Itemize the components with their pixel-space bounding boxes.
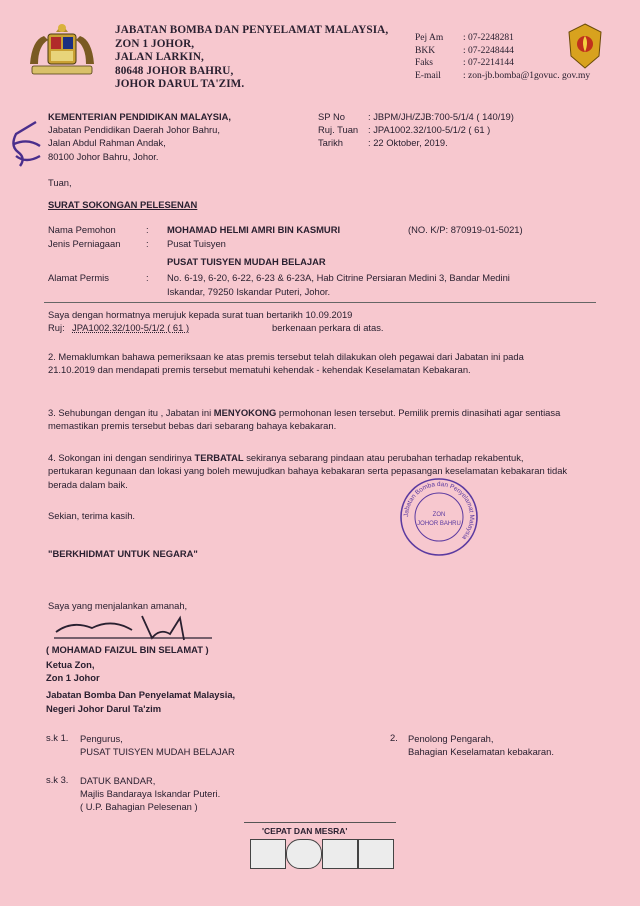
- paragraph-3-text: permohonan lesen tersebut. Pemilik premis dinasihati agar sentiasa memastikan premis tersebut bebas dari sebarang bahaya kebakaran.: [48, 407, 561, 432]
- cc-line: Majlis Bandaraya Iskandar Puteri.: [80, 788, 221, 800]
- field-colon: :: [146, 224, 149, 235]
- field-colon: :: [146, 238, 149, 249]
- official-stamp: [398, 476, 480, 558]
- cc-label: s.k 1.: [46, 732, 69, 743]
- certification-badge: [322, 839, 358, 869]
- divider: [44, 302, 596, 303]
- field-label-alamat: Alamat Permis: [48, 272, 109, 283]
- contact-label: BKK: [415, 45, 436, 56]
- header-line: JOHOR DARUL TA'ZIM.: [115, 78, 245, 91]
- handwritten-mark: [6, 116, 52, 176]
- paragraph-4-text: 4. Sokongan ini dengan sendirinya: [48, 452, 195, 463]
- field-label-nama: Nama Pemohon: [48, 224, 116, 235]
- cc-line: DATUK BANDAR,: [80, 775, 156, 786]
- paragraph-4-text: sekiranya sebarang pindaan atau perubahan terhadap rekabentuk, pertukaran kegunaan dan lokasi yang boleh mewujudkan bahaya kebakaran serta pepasangan keselamatan kebakaran tidak berada dalam baik.: [48, 452, 568, 490]
- paragraph-1-line: Saya dengan hormatnya merujuk kepada surat tuan bertarikh 10.09.2019: [48, 309, 353, 320]
- business-type: Pusat Tuisyen: [167, 238, 226, 249]
- cc-line: ( U.P. Bahagian Pelesenan ): [80, 801, 198, 813]
- field-colon: :: [146, 272, 149, 283]
- field-label-jenis: Jenis Perniagaan: [48, 238, 121, 249]
- certification-badge: [286, 839, 322, 869]
- contact-value: : 07-2214144: [463, 58, 514, 68]
- paragraph-1-end: berkenaan perkara di atas.: [272, 322, 384, 333]
- ref-prefix: Ruj:: [48, 322, 65, 333]
- stamp-ring-text: Jabatan Bomba dan Penyelamat Malaysia: [402, 480, 476, 541]
- recipient-line: 80100 Johor Bahru, Johor.: [48, 150, 159, 162]
- recipient-line: KEMENTERIAN PENDIDIKAN MALAYSIA,: [48, 111, 231, 122]
- contact-label: E-mail: [415, 70, 441, 81]
- paragraph-3-text: 3. Sehubungan dengan itu , Jabatan ini: [48, 407, 214, 418]
- salutation: Tuan,: [48, 177, 72, 188]
- header-line: JALAN LARKIN,: [115, 51, 204, 64]
- recipient-line: Jalan Abdul Rahman Andak,: [48, 137, 166, 149]
- contact-block: [415, 32, 590, 82]
- signatory-line: Zon 1 Johor: [46, 672, 100, 684]
- ref-label: Tarikh: [318, 137, 344, 149]
- ref-value: : 22 Oktober, 2019.: [368, 137, 448, 149]
- header-line: 80648 JOHOR BAHRU,: [115, 64, 234, 77]
- recipient-address: [48, 110, 288, 163]
- ref-value: : JBPM/JH/ZJB:700-5/1/4 ( 140/19): [368, 111, 514, 122]
- cc-line: Penolong Pengarah,: [408, 733, 494, 744]
- stamp-center-text: JOHOR BAHRU: [417, 521, 461, 527]
- ref-value-inline: JPA1002.32/100-5/1/2 ( 61 ): [72, 322, 190, 333]
- coat-of-arms-logo: [22, 20, 102, 78]
- signatory-title: [46, 658, 306, 715]
- contact-value: : 07-2248281: [463, 33, 514, 43]
- stamp-center-text: ZON: [432, 512, 446, 518]
- paragraph-2: 2. Memaklumkan bahawa pemeriksaan ke atas premis tersebut telah dilakukan oleh pegawai dari Jabatan ini pada 21.10.2019 dan mendapati premis tersebut mematuhi kehendak - kehendak Keselamatan Kebakaran.: [48, 351, 524, 376]
- footer-divider: [244, 822, 396, 823]
- recipient-line: Jabatan Pendidikan Daerah Johor Bahru,: [48, 124, 220, 136]
- bomba-logo: [565, 22, 605, 70]
- department-header: [115, 24, 388, 92]
- premise-address-line: Iskandar, 79250 Iskandar Puteri, Johor.: [167, 286, 331, 297]
- header-line: JABATAN BOMBA DAN PENYELAMAT MALAYSIA,: [115, 24, 389, 36]
- cc-recipient-3: [80, 774, 220, 814]
- premise-address-line: No. 6-19, 6-20, 6-22, 6-23 & 6-23A, Hab Citrine Persiaran Medini 3, Bandar Medini: [167, 272, 510, 283]
- certification-badge: [250, 839, 286, 869]
- ic-number: (NO. K/P: 870919-01-5021): [408, 224, 523, 235]
- footer-motto: 'CEPAT DAN MESRA': [262, 826, 348, 836]
- closing-text: Sekian, terima kasih.: [48, 510, 136, 521]
- certification-badge: [358, 839, 394, 869]
- ref-label: SP No: [318, 111, 345, 122]
- business-name: PUSAT TUISYEN MUDAH BELAJAR: [167, 256, 326, 267]
- paragraph-4: [48, 451, 568, 491]
- contact-value: : zon-jb.bomba@1govuc. gov.my: [463, 70, 591, 81]
- cc-label: s.k 3.: [46, 774, 69, 785]
- signatory-line: Ketua Zon,: [46, 659, 95, 670]
- cc-recipient-1: [80, 732, 235, 758]
- header-line: ZON 1 JOHOR,: [115, 37, 195, 50]
- contact-label: Faks: [415, 58, 433, 68]
- signature-intro: Saya yang menjalankan amanah,: [48, 600, 188, 611]
- signatory-name: ( MOHAMAD FAIZUL BIN SELAMAT ): [46, 644, 209, 655]
- cc-label: 2.: [390, 732, 398, 743]
- cc-recipient-2: [408, 732, 554, 758]
- reference-block: [318, 110, 588, 150]
- motto: "BERKHIDMAT UNTUK NEGARA": [48, 548, 198, 559]
- void-keyword: TERBATAL: [194, 452, 244, 463]
- applicant-name: MOHAMAD HELMI AMRI BIN KASMURI: [167, 224, 341, 235]
- ref-label: Ruj. Tuan: [318, 124, 359, 136]
- contact-label: Pej Am: [415, 33, 444, 43]
- signatory-line: Negeri Johor Darul Ta'zim: [46, 702, 162, 714]
- handwritten-signature: [52, 610, 222, 646]
- subject-heading: SURAT SOKONGAN PELESENAN: [48, 199, 198, 210]
- ref-value: : JPA1002.32/100-5/1/2 ( 61 ): [368, 124, 491, 136]
- support-keyword: MENYOKONG: [213, 407, 277, 418]
- cc-line: Pengurus,: [80, 733, 123, 744]
- cc-line: PUSAT TUISYEN MUDAH BELAJAR: [80, 746, 235, 758]
- paragraph-3: [48, 406, 568, 433]
- signatory-line: Jabatan Bomba Dan Penyelamat Malaysia,: [46, 689, 236, 701]
- contact-value: : 07-2248444: [463, 45, 514, 56]
- cc-line: Bahagian Keselamatan kebakaran.: [408, 746, 554, 758]
